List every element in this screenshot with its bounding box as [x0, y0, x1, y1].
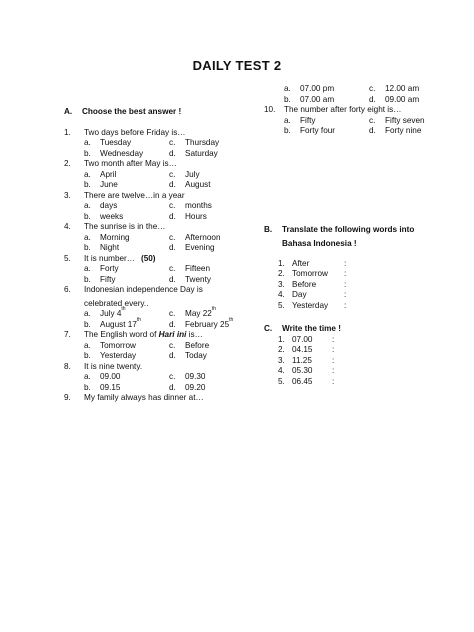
answer-option — [284, 116, 369, 127]
answer-option — [369, 126, 449, 137]
answer-option — [169, 275, 249, 286]
item-text: Day — [292, 290, 307, 299]
option-text: Twenty — [185, 274, 211, 284]
item-colon: : — [344, 269, 347, 278]
option-text: Thursday — [185, 138, 220, 147]
option-letter: d. — [369, 126, 376, 135]
option-superscript: th — [121, 306, 126, 312]
option-letter: d. — [169, 148, 176, 158]
answer-option — [84, 275, 169, 286]
option-text: Afternoon — [185, 232, 221, 242]
question-line — [64, 222, 239, 233]
option-letter: d. — [169, 274, 176, 284]
option-text: 09.00 am — [385, 94, 420, 104]
answer-options — [84, 138, 239, 159]
question-2 — [64, 159, 239, 191]
item-colon: : — [332, 376, 335, 386]
option-letter: d. — [169, 319, 176, 329]
question-7 — [64, 330, 239, 362]
option-text: 09.15 — [100, 382, 121, 392]
option-text: Tomorrow — [100, 340, 136, 350]
answer-option — [169, 372, 249, 383]
question-number: 7. — [64, 330, 71, 339]
answer-option — [169, 316, 249, 331]
answer-option — [169, 243, 249, 254]
option-letter: a. — [84, 201, 91, 210]
option-letter: b. — [84, 180, 91, 189]
question-text-main: My family always has dinner at… — [84, 393, 204, 402]
item-text: Yesterday — [292, 300, 329, 310]
question-number: 1. — [64, 127, 71, 137]
option-letter: a. — [84, 169, 91, 179]
question-number: 9. — [64, 393, 71, 402]
option-text: 09.30 — [185, 372, 206, 381]
question-text — [84, 159, 239, 170]
option-letter: d. — [169, 351, 176, 360]
item-number: 5. — [278, 300, 285, 310]
answer-options — [84, 341, 239, 362]
option-text: Tuesday — [100, 138, 132, 147]
spacer — [264, 239, 282, 250]
question-text-pre: The English word of — [84, 330, 159, 339]
question-number: 4. — [64, 222, 71, 231]
answer-option — [169, 383, 249, 394]
question-text — [84, 128, 239, 139]
answer-options — [84, 170, 239, 191]
option-letter: b. — [284, 126, 291, 135]
item-number: 1. — [278, 334, 285, 344]
item-colon: : — [332, 345, 335, 354]
item-text: Tomorrow — [292, 269, 328, 278]
item-colon: : — [344, 258, 347, 268]
item-text: 06.45 — [292, 376, 313, 386]
option-text: Hours — [185, 211, 207, 221]
translation-item — [278, 301, 424, 312]
item-text: After — [292, 258, 310, 268]
question-text-main: There are twelve…in a year — [84, 190, 185, 200]
option-text: 07.00 am — [300, 94, 335, 104]
answer-option — [169, 212, 249, 223]
option-letter: c. — [169, 169, 176, 179]
answer-options — [84, 372, 239, 393]
question-number: 3. — [64, 190, 71, 200]
time-item — [278, 356, 424, 367]
item-number: 4. — [278, 290, 285, 299]
section-b-letter: B. — [264, 224, 273, 234]
option-text: Yesterday — [100, 351, 137, 360]
section-c — [264, 324, 424, 387]
option-text: Morning — [100, 232, 130, 242]
option-letter: c. — [369, 84, 376, 93]
answer-option — [84, 264, 169, 275]
option-letter: c. — [169, 138, 176, 147]
answer-options — [84, 264, 239, 285]
item-colon: : — [332, 355, 335, 365]
option-letter: d. — [169, 382, 176, 392]
option-text: Fifteen — [185, 264, 211, 273]
left-column — [64, 107, 239, 404]
translation-list — [264, 259, 424, 312]
right-column — [264, 84, 424, 387]
question-text — [84, 222, 239, 233]
question-6 — [64, 285, 239, 330]
question-line — [64, 362, 239, 373]
option-text: August 17 — [100, 319, 137, 329]
option-text: months — [185, 201, 212, 210]
option-letter: a. — [284, 115, 291, 125]
answer-option — [369, 84, 449, 95]
option-letter: a. — [84, 232, 91, 242]
translation-item — [278, 290, 424, 301]
answer-option — [284, 84, 369, 95]
answer-options — [84, 233, 239, 254]
option-text: Fifty — [100, 274, 116, 284]
answer-options — [84, 306, 239, 330]
answer-option — [169, 138, 249, 149]
question-text-main: Two month after May is… — [84, 159, 177, 168]
question-10-options — [284, 116, 424, 137]
option-text: April — [100, 169, 117, 179]
option-text: Before — [185, 340, 210, 350]
answer-option — [169, 341, 249, 352]
option-text: 09.20 — [185, 382, 206, 392]
option-letter: b. — [84, 351, 91, 360]
option-text: June — [100, 180, 118, 189]
option-letter: b. — [84, 319, 91, 329]
section-c-heading — [264, 324, 424, 335]
option-letter: c. — [169, 309, 176, 318]
option-letter: c. — [169, 201, 176, 210]
question-8 — [64, 362, 239, 394]
question-10 — [264, 105, 424, 116]
option-text: days — [100, 201, 118, 210]
item-number: 2. — [278, 269, 285, 278]
answer-option — [84, 341, 169, 352]
question-text-line2: celebrated every.. — [84, 298, 149, 308]
question-text-main: Two days before Friday is… — [84, 127, 186, 137]
question-text-main: The sunrise is in the… — [84, 222, 166, 231]
item-colon: : — [332, 334, 335, 344]
answer-option — [284, 95, 369, 106]
question-9-options — [284, 84, 424, 105]
item-number: 5. — [278, 376, 285, 386]
answer-option — [84, 316, 169, 331]
question-text — [84, 393, 239, 404]
question-line — [64, 393, 239, 404]
option-letter: c. — [169, 372, 176, 381]
answer-option — [84, 138, 169, 149]
option-superscript: th — [229, 316, 234, 323]
option-letter: d. — [169, 243, 176, 252]
question-line — [64, 128, 239, 139]
option-letter: a. — [284, 84, 291, 93]
item-colon: : — [344, 290, 347, 299]
answer-option — [84, 243, 169, 254]
question-text — [84, 254, 239, 265]
question-emphasis: (50) — [140, 253, 156, 263]
question-line — [64, 285, 239, 296]
time-item — [278, 366, 424, 377]
answer-option — [84, 351, 169, 362]
item-text: 11.25 — [292, 355, 312, 365]
translation-item — [278, 280, 424, 291]
question-list — [64, 128, 239, 404]
answer-option — [169, 306, 249, 320]
section-b — [264, 225, 424, 312]
item-number: 1. — [278, 258, 285, 268]
section-b-title-line2: Bahasa Indonesia ! — [282, 239, 357, 248]
option-letter: b. — [84, 148, 91, 158]
question-text: The number after forty eight is… — [284, 105, 402, 114]
question-text — [84, 285, 239, 296]
question-text-main: Indonesian independence Day is — [84, 285, 203, 294]
item-text: 07.00 — [292, 334, 313, 344]
answer-option — [369, 116, 449, 127]
option-text: Wednesday — [100, 148, 144, 158]
section-b-heading-line2-row — [264, 239, 424, 250]
answer-option — [284, 126, 369, 137]
option-text: July — [185, 169, 200, 179]
question-line — [64, 191, 239, 202]
answer-option — [169, 351, 249, 362]
question-line — [64, 330, 239, 341]
option-letter: d. — [169, 180, 176, 189]
answer-option — [84, 372, 169, 383]
option-text: weeks — [100, 211, 124, 221]
item-text: Before — [292, 279, 317, 289]
option-letter: c. — [169, 232, 176, 242]
question-3 — [64, 191, 239, 223]
option-letter: b. — [84, 211, 91, 221]
item-text: 05.30 — [292, 366, 313, 375]
option-letter: a. — [84, 138, 91, 147]
option-superscript: th — [211, 306, 217, 312]
question-text-main: It is nine twenty. — [84, 361, 143, 371]
answer-option — [84, 180, 169, 191]
translation-item — [278, 269, 424, 280]
answer-option — [84, 233, 169, 244]
question-number: 6. — [64, 285, 71, 294]
option-letter: a. — [84, 309, 91, 318]
option-text: Evening — [185, 243, 215, 252]
item-number: 3. — [278, 355, 285, 365]
option-text: 12.00 am — [385, 84, 420, 93]
option-letter: c. — [169, 264, 176, 273]
option-text: Today — [185, 351, 207, 360]
time-list — [264, 335, 424, 388]
item-text: 04.15 — [292, 345, 313, 354]
item-number: 4. — [278, 366, 285, 375]
answer-option — [169, 264, 249, 275]
question-text-post: is… — [186, 330, 203, 339]
option-letter: a. — [84, 264, 91, 273]
answer-option — [84, 306, 169, 320]
answer-option — [169, 170, 249, 181]
time-item — [278, 345, 424, 356]
item-colon: : — [344, 300, 347, 310]
question-number: 10. — [264, 105, 276, 114]
option-letter: b. — [284, 94, 291, 104]
option-letter: b. — [84, 382, 91, 392]
option-letter: c. — [169, 340, 176, 350]
option-text: 09.00 — [100, 372, 121, 381]
answer-option — [169, 149, 249, 160]
answer-option — [169, 180, 249, 191]
question-number: 2. — [64, 159, 71, 168]
answer-option — [84, 383, 169, 394]
question-emphasis: Hari ini — [158, 330, 187, 339]
section-c-title: Write the time ! — [282, 324, 341, 333]
question-number: 5. — [64, 253, 71, 263]
time-item — [278, 377, 424, 388]
option-text: July 4 — [100, 309, 122, 318]
question-text — [84, 191, 239, 202]
option-text: Fifty seven — [385, 115, 425, 125]
option-letter: b. — [84, 243, 91, 252]
item-colon: : — [332, 366, 335, 375]
time-item — [278, 335, 424, 346]
question-number: 8. — [64, 361, 71, 371]
option-letter: d. — [369, 94, 376, 104]
option-text: Fifty — [300, 115, 316, 125]
section-c-letter: C. — [264, 324, 273, 333]
translation-item — [278, 259, 424, 270]
question-9 — [64, 393, 239, 404]
question-4 — [64, 222, 239, 254]
answer-option — [84, 201, 169, 212]
option-text: 07.00 pm — [300, 84, 335, 93]
answer-option — [84, 149, 169, 160]
answer-option — [169, 233, 249, 244]
option-letter: a. — [84, 340, 91, 350]
item-colon: : — [344, 279, 347, 289]
option-text: Forty nine — [385, 126, 422, 135]
question-line — [64, 159, 239, 170]
option-superscript: th — [136, 316, 142, 323]
option-letter: b. — [84, 274, 91, 284]
option-letter: c. — [369, 115, 376, 125]
question-line — [64, 254, 239, 265]
answer-option — [84, 170, 169, 181]
question-text-pre: It is number… — [84, 253, 135, 263]
question-text — [84, 362, 239, 373]
option-text: Forty four — [300, 126, 336, 135]
section-b-title-line1: Translate the following words into — [282, 224, 415, 234]
page-title: DAILY TEST 2 — [192, 58, 282, 73]
section-a-letter: A. — [64, 107, 73, 116]
option-text: Forty — [100, 264, 119, 273]
question-1 — [64, 128, 239, 160]
option-text: August — [185, 180, 211, 189]
item-number: 3. — [278, 279, 285, 289]
item-number: 2. — [278, 345, 285, 354]
answer-options — [84, 201, 239, 222]
answer-option — [84, 212, 169, 223]
option-text: May 22 — [185, 309, 212, 318]
answer-option — [369, 95, 449, 106]
option-text: Night — [100, 243, 120, 252]
section-a-title: Choose the best answer ! — [82, 107, 182, 116]
section-b-heading — [264, 225, 424, 236]
section-a-heading — [64, 107, 239, 118]
option-text: Saturday — [185, 148, 218, 158]
answer-option — [169, 201, 249, 212]
option-text: February 25 — [185, 319, 230, 329]
option-letter: a. — [84, 372, 91, 381]
option-letter: d. — [169, 211, 176, 221]
question-text — [84, 330, 239, 341]
question-5 — [64, 254, 239, 286]
